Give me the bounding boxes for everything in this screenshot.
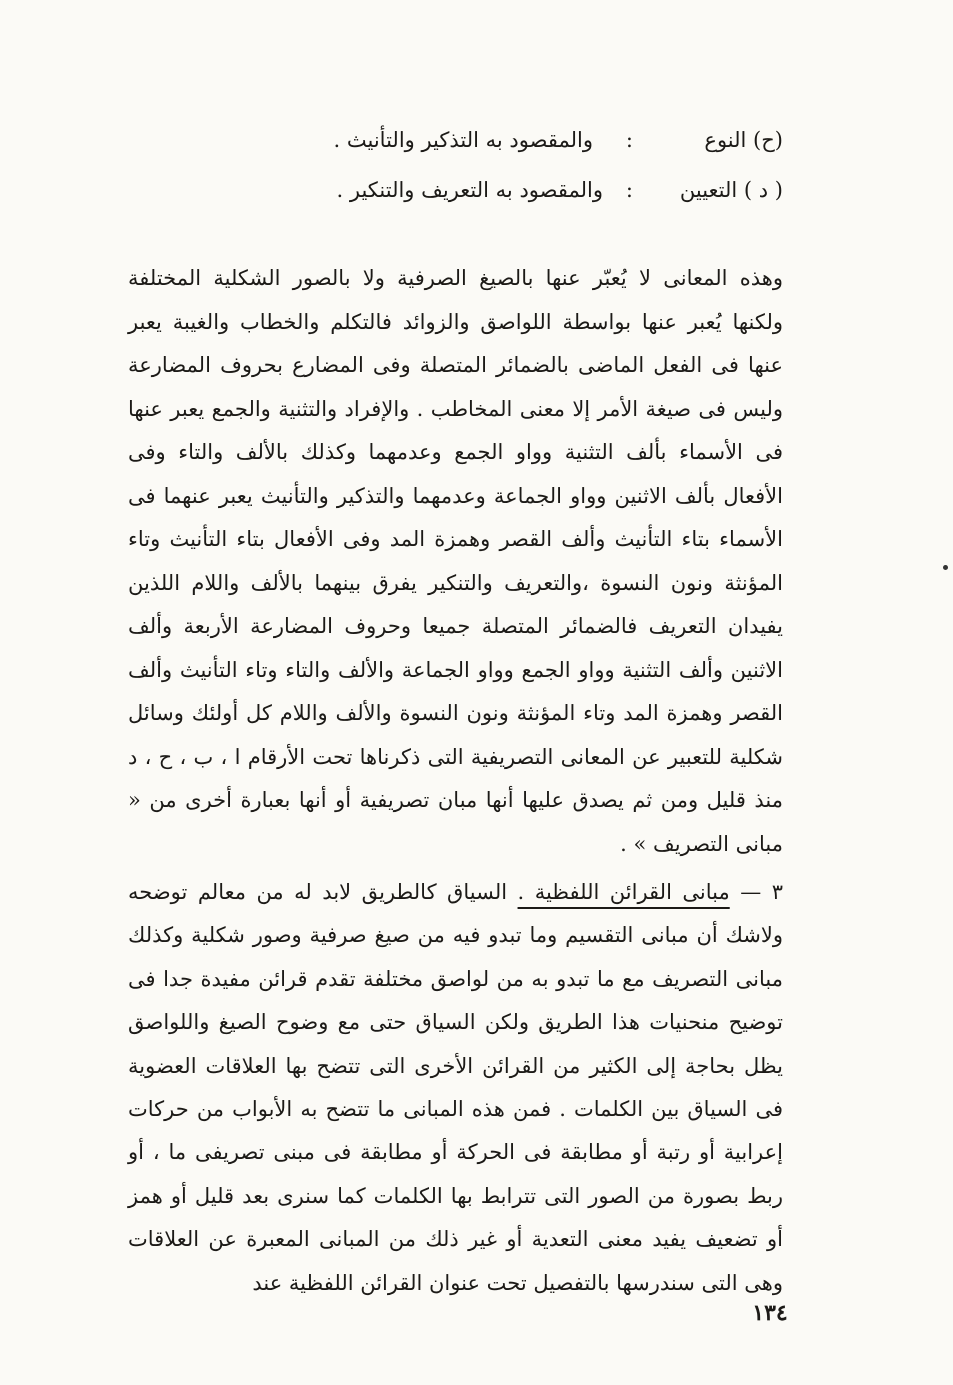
section-number: ٣ — — [740, 880, 783, 904]
page-number: ١٣٤ — [752, 1300, 788, 1326]
definition-separator: : — [625, 128, 633, 152]
margin-dot — [943, 565, 948, 570]
definition-definiteness — [283, 178, 783, 212]
definition-label: ( د ) التعيين — [679, 178, 783, 202]
definition-gender — [283, 128, 783, 162]
paragraph-verbal-clues — [128, 871, 783, 1305]
paragraph-morphological-meanings: وهذه المعانى لا يُعبّر عنها بالصيغ الصرفية ولا بالصور الشكلية المختلفة ولكنها يُعبر عنها بواسطة اللواصق والزوائد فالتكلم والخطاب والغيبة يعبر عنها فى الفعل الماضى بالضمائر المتصلة وفى المضارع بحروف المضارعة وليس فى صيغة الأمر إلا معنى المخاطب . والإفراد والتثنية والجمع يعبر عنها فى الأسماء بألف التثنية وواو الجمع وعدمهما وكذلك بالألف والتاء وفى الأفعال بألف الاثنين وواو الجماعة وعدمهما والتذكير والتأنيث يعبر عنهما فى الأسماء بتاء التأنيث وألف القصر وهمزة المد وفى الأفعال بتاء التأنيث وتاء المؤنثة ونون النسوة ،والتعريف والتنكير يفرق بينهما بالألف واللام اللذين يفيدان التعريف فالضمائر المتصلة جميعا وحروف المضارعة الأربعة وألف الاثنين وألف التثنية وواو الجمع وواو الجماعة والألف والتاء وتاء التأنيث وألف القصر وهمزة المد وتاء المؤنثة ونون النسوة والألف واللام كل أولئك وسائل شكلية للتعبير عن المعانى التصريفية التى ذكرناها تحت الأرقام ا ، ب ، ح ، د منذ قليل ومن ثم يصدق عليها أنها مبان تصريفية أو أنها بعبارة أخرى من « مبانى التصريف » . — [128, 266, 783, 856]
definition-description: والمقصود به التعريف والتنكير . — [336, 178, 603, 202]
section-heading: مبانى القرائن اللفظية . — [517, 880, 730, 904]
definition-label: (ح) النوع — [704, 128, 783, 152]
definition-separator: : — [625, 178, 633, 202]
definition-description: والمقصود به التذكير والتأنيث . — [333, 128, 593, 152]
section-body: السياق كالطريق لابد له من معالم توضحه ولاشك أن مبانى التقسيم وما تبدو فيه من صيغ صرفية وصور شكلية وكذلك مبانى التصريف مع ما تبدو به من لواصق مختلفة تقدم قرائن مفيدة جدا فى توضيح منحنيات هذا الطريق ولكن السياق حتى مع وضوح الصيغ واللواصق يظل بحاجة إلى الكثير من القرائن الأخرى التى تتضح بها العلاقات العضوية فى السياق بين الكلمات . فمن هذه المبانى ما تتضح به الأبواب من حركات إعرابية أو رتبة أو مطابقة فى الحركة أو مطابقة فى مبنى تصريفى ما ، أو ربط بصورة من الصور التى تترابط بها الكلمات كما سنرى بعد قليل أو همز أو تضعيف يفيد معنى التعدية أو غير ذلك من المبانى المعبرة عن العلاقات وهى التى سندرسها بالتفصيل تحت عنوان القرائن اللفظية عند — [128, 880, 783, 1295]
